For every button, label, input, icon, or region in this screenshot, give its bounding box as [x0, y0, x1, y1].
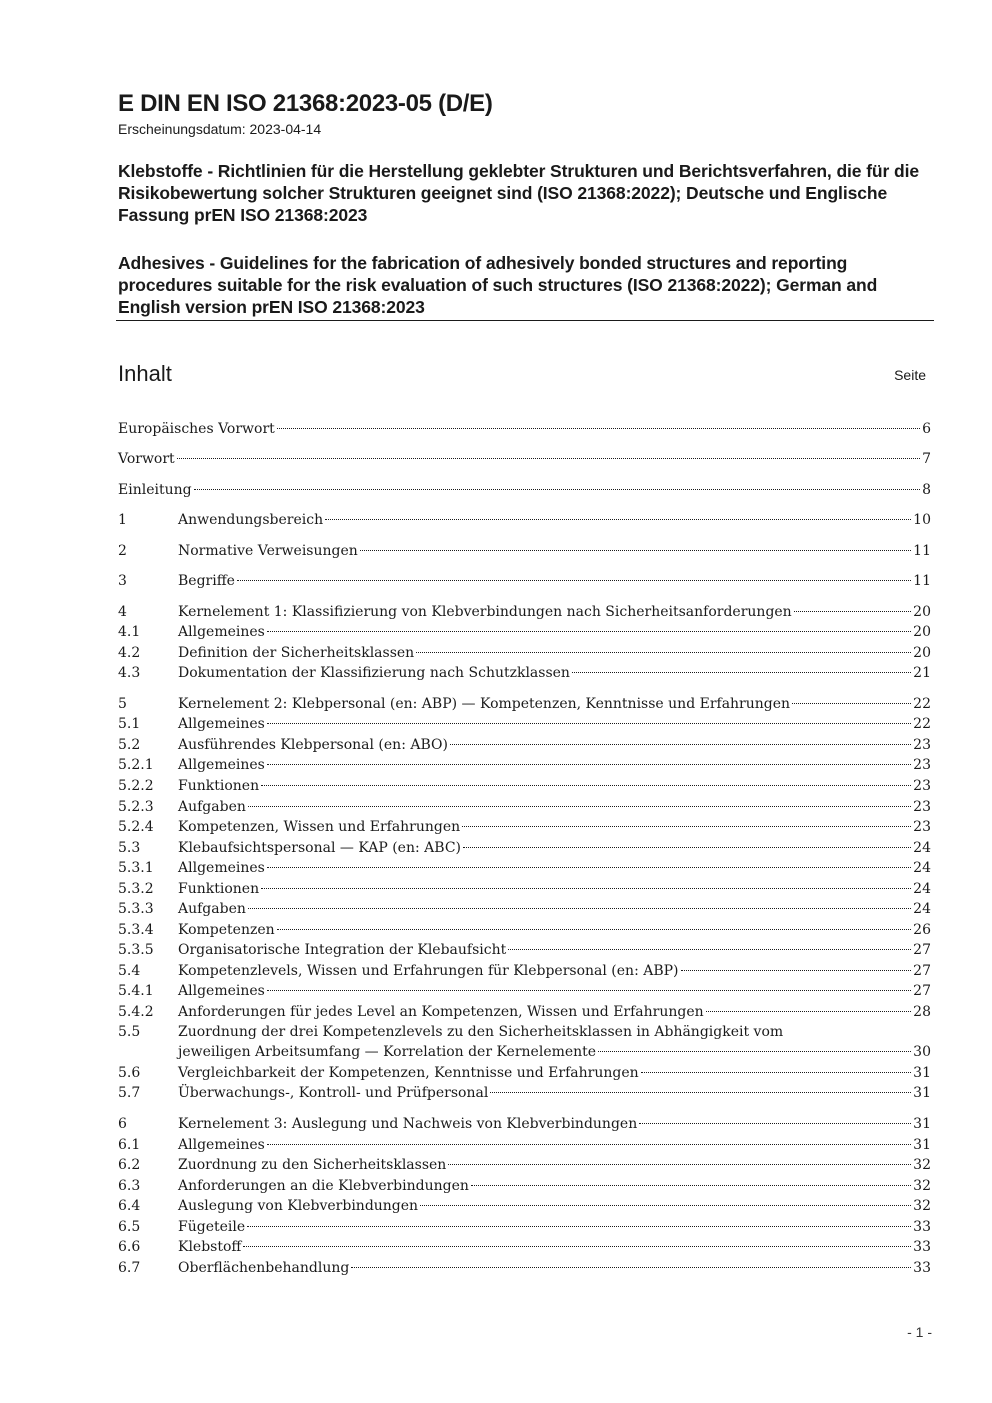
toc-dot-leader	[194, 489, 921, 490]
toc-entry[interactable]	[118, 480, 931, 500]
toc-entry-number: 2	[118, 543, 127, 559]
toc-entry[interactable]	[118, 541, 931, 561]
toc-entry-page: 24	[913, 860, 931, 876]
toc-dot-leader	[639, 1123, 911, 1124]
toc-dot-leader	[420, 1205, 911, 1206]
toc-entry-title: Überwachungs-, Kontroll- und Prüfpersonal	[178, 1085, 489, 1101]
toc-entry[interactable]	[118, 694, 931, 714]
toc-entry-title: Kernelement 3: Auslegung und Nachweis von Klebverbindungen	[178, 1116, 638, 1132]
toc-entry-page: 23	[913, 757, 931, 773]
toc-entry-page: 23	[913, 737, 931, 753]
toc-dot-leader	[267, 764, 911, 765]
toc-entry-page: 20	[913, 624, 931, 640]
toc-entry-page: 24	[913, 901, 931, 917]
toc-entry-number: 5	[118, 696, 127, 712]
toc-entry-title: Allgemeines	[178, 983, 265, 999]
toc-dot-leader	[243, 1246, 911, 1247]
toc-entry-number: 4.3	[118, 665, 141, 681]
toc-entry-number: 5.4.1	[118, 983, 154, 999]
toc-entry[interactable]	[118, 755, 931, 775]
toc-entry[interactable]	[118, 858, 931, 878]
toc-entry-title: Kernelement 2: Klebpersonal (en: ABP) — Kompetenzen, Kenntnisse und Erfahrungen	[178, 696, 791, 712]
toc-entry[interactable]	[118, 817, 931, 837]
toc-dot-leader	[471, 1185, 911, 1186]
toc-entry-number: 5.2.1	[118, 757, 154, 773]
toc-entry-page: 33	[913, 1260, 931, 1276]
toc-entry-title: Einleitung	[118, 482, 192, 498]
toc-entry-page: 32	[913, 1178, 931, 1194]
toc-entry-page: 24	[913, 881, 931, 897]
toc-entry-number: 6.1	[118, 1137, 141, 1153]
toc-entry[interactable]	[118, 663, 931, 683]
toc-entry[interactable]	[118, 1155, 931, 1175]
toc-entry-number: 5.6	[118, 1065, 141, 1081]
toc-entry-number: 6.5	[118, 1219, 141, 1235]
toc-entry-number: 5.1	[118, 716, 141, 732]
toc-entry-title: Aufgaben	[178, 799, 246, 815]
toc-entry-title: Anwendungsbereich	[178, 512, 324, 528]
toc-entry-number: 6.7	[118, 1260, 141, 1276]
toc-entry-title: Anforderungen an die Klebverbindungen	[178, 1178, 469, 1194]
toc-entry[interactable]	[118, 571, 931, 591]
toc-entry-title: Zuordnung zu den Sicherheitsklassen	[178, 1157, 447, 1173]
toc-entry-number: 5.2.4	[118, 819, 154, 835]
toc-entry[interactable]	[118, 1217, 931, 1237]
toc-entry-number: 5.3.3	[118, 901, 154, 917]
toc-entry-page: 31	[913, 1116, 931, 1132]
toc-entry[interactable]	[118, 797, 931, 817]
toc-entry-number: 5.3.4	[118, 922, 154, 938]
toc-entry-number: 5.4.2	[118, 1004, 154, 1020]
toc-entry-title: Vorwort	[118, 451, 175, 467]
toc-dot-leader	[248, 806, 911, 807]
toc-entry-title: Europäisches Vorwort	[118, 421, 275, 437]
toc-dot-leader	[277, 428, 920, 429]
document-id: E DIN EN ISO 21368:2023-05 (D/E)	[118, 90, 493, 117]
toc-entry-title: Aufgaben	[178, 901, 246, 917]
toc-entry-title: Funktionen	[178, 881, 260, 897]
toc-entry[interactable]	[118, 1083, 931, 1103]
toc-dot-leader	[351, 1267, 911, 1268]
toc-entry-page: 26	[913, 922, 931, 938]
toc-entry[interactable]	[118, 1258, 931, 1278]
toc-entry-number: 5.2	[118, 737, 141, 753]
toc-entry-page: 6	[922, 421, 931, 437]
toc-entry-page: 11	[913, 543, 931, 559]
toc-entry-number: 5.3	[118, 840, 141, 856]
toc-dot-leader	[261, 785, 911, 786]
toc-entry-number: 6	[118, 1116, 127, 1132]
toc-entry[interactable]	[118, 643, 931, 663]
toc-entry-page: 31	[913, 1065, 931, 1081]
toc-dot-leader	[641, 1072, 912, 1073]
toc-entry-title: Allgemeines	[178, 716, 265, 732]
toc-entry-number: 4.2	[118, 645, 141, 661]
toc-dot-leader	[261, 888, 911, 889]
toc-entry-title: Definition der Sicherheitsklassen	[178, 645, 415, 661]
toc-entry-title: Funktionen	[178, 778, 260, 794]
toc-entry-title: Fügeteile	[178, 1219, 246, 1235]
publication-date: Erscheinungsdatum: 2023-04-14	[118, 121, 322, 137]
toc-dot-leader	[508, 949, 911, 950]
toc-entry[interactable]	[118, 419, 931, 439]
toc-entry-page: 28	[913, 1004, 931, 1020]
toc-dot-leader	[448, 1164, 911, 1165]
toc-entry-title: Organisatorische Integration der Klebaufsicht	[178, 942, 507, 958]
toc-entry[interactable]	[118, 1022, 931, 1062]
toc-entry[interactable]	[118, 879, 931, 899]
toc-entry-title: Begriffe	[178, 573, 235, 589]
toc-entry-title: Allgemeines	[178, 1137, 265, 1153]
toc-dot-leader	[237, 580, 911, 581]
toc-entry-page: 33	[913, 1239, 931, 1255]
toc-entry-title: Zuordnung der drei Kompetenzlevels zu den Sicherheitsklassen in Abhängigkeit vom	[178, 1024, 784, 1040]
toc-entry[interactable]	[118, 714, 931, 734]
toc-entry-number: 4	[118, 604, 127, 620]
toc-entry[interactable]	[118, 735, 931, 755]
toc-dot-leader	[706, 1011, 912, 1012]
toc-entry-number: 5.4	[118, 963, 141, 979]
toc-entry[interactable]	[118, 510, 931, 530]
toc-entry-title: Oberflächenbehandlung	[178, 1260, 350, 1276]
toc-entry[interactable]	[118, 1002, 931, 1022]
toc-entry-title: Normative Verweisungen	[178, 543, 358, 559]
toc-entry-page: 7	[922, 451, 931, 467]
toc-entry-page: 20	[913, 645, 931, 661]
toc-entry-page: 23	[913, 819, 931, 835]
toc-entry-page: 23	[913, 799, 931, 815]
toc-dot-leader	[416, 652, 911, 653]
toc-dot-leader	[325, 519, 911, 520]
toc-entry-number: 5.5	[118, 1024, 141, 1040]
toc-entry-page: 32	[913, 1157, 931, 1173]
toc-entry-number: 5.2.3	[118, 799, 154, 815]
toc-entry-title: Allgemeines	[178, 624, 265, 640]
toc-entry-page: 23	[913, 778, 931, 794]
toc-dot-leader	[277, 929, 912, 930]
toc-dot-leader	[792, 703, 911, 704]
toc-heading: Inhalt	[118, 361, 172, 386]
toc-entry[interactable]	[118, 899, 931, 919]
toc-dot-leader	[572, 672, 911, 673]
toc-entry-title: Klebstoff	[178, 1239, 242, 1255]
toc-entry-page: 32	[913, 1198, 931, 1214]
toc-dot-leader	[463, 847, 911, 848]
toc-entry[interactable]	[118, 1176, 931, 1196]
toc-entry[interactable]	[118, 622, 931, 642]
toc-entry-number: 5.3.2	[118, 881, 154, 897]
toc-entry-number: 5.3.1	[118, 860, 154, 876]
toc-entry-page: 22	[913, 696, 931, 712]
toc-entry-title: Dokumentation der Klassifizierung nach Schutzklassen	[178, 665, 570, 681]
toc-entry-number: 6.2	[118, 1157, 141, 1173]
toc-dot-leader	[267, 723, 911, 724]
toc-entry-number: 6.6	[118, 1239, 141, 1255]
toc-entry-page: 27	[913, 983, 931, 999]
toc-entry[interactable]	[118, 940, 931, 960]
toc-entry-title: Kompetenzlevels, Wissen und Erfahrungen für Klebpersonal (en: ABP)	[178, 963, 679, 979]
toc-dot-leader	[267, 631, 911, 632]
toc-entry[interactable]	[118, 1196, 931, 1216]
toc-entry-page: 11	[913, 573, 931, 589]
toc-entry-number: 5.7	[118, 1085, 141, 1101]
toc-entry-title: Allgemeines	[178, 860, 265, 876]
toc-entry-title: Klebaufsichtspersonal — KAP (en: ABC)	[178, 840, 461, 856]
toc-entry-number: 4.1	[118, 624, 141, 640]
toc-dot-leader	[462, 826, 911, 827]
toc-entry-page: 21	[913, 665, 931, 681]
toc-entry-title: Vergleichbarkeit der Kompetenzen, Kenntnisse und Erfahrungen	[178, 1065, 639, 1081]
toc-entry[interactable]	[118, 838, 931, 858]
toc-entry-page: 31	[913, 1137, 931, 1153]
toc-entry-number: 5.3.5	[118, 942, 154, 958]
toc-entry-title: Kernelement 1: Klassifizierung von Klebverbindungen nach Sicherheitsanforderungen	[178, 604, 792, 620]
toc-dot-leader	[794, 611, 911, 612]
toc-entry[interactable]	[118, 602, 931, 622]
toc-dot-leader	[681, 970, 912, 971]
toc-entry-page: 24	[913, 840, 931, 856]
toc-dot-leader	[360, 550, 911, 551]
toc-entry-page: 8	[922, 482, 931, 498]
toc-entry-number: 3	[118, 573, 127, 589]
toc-entry[interactable]	[118, 449, 931, 469]
toc-dot-leader	[177, 458, 920, 459]
toc-entry-number: 6.4	[118, 1198, 141, 1214]
toc-entry-page: 31	[913, 1085, 931, 1101]
toc-dot-leader	[267, 990, 911, 991]
toc-page-column-label: Seite	[894, 367, 926, 383]
page-number: - 1 -	[907, 1324, 932, 1340]
toc-dot-leader	[247, 1226, 911, 1227]
toc-dot-leader	[450, 744, 911, 745]
toc-entry[interactable]	[118, 981, 931, 1001]
toc-entry-title: Allgemeines	[178, 757, 265, 773]
toc-entry[interactable]	[118, 1237, 931, 1257]
toc-entry-number: 1	[118, 512, 127, 528]
toc-entry[interactable]	[118, 776, 931, 796]
title-english: Adhesives - Guidelines for the fabrication of adhesively bonded structures and reporting procedures suitable for the risk evaluation of such structures (ISO 21368:2022); German and English version prEN ISO 21368:2023	[118, 253, 878, 317]
toc-entry[interactable]	[118, 1114, 931, 1134]
toc-entry-title: Auslegung von Klebverbindungen	[178, 1198, 419, 1214]
toc-entry-page: 27	[913, 942, 931, 958]
toc-entry[interactable]	[118, 1135, 931, 1155]
toc-entry[interactable]	[118, 961, 931, 981]
toc-entry-number: 5.2.2	[118, 778, 154, 794]
toc-entry-page: 22	[913, 716, 931, 732]
toc-entry-page: 30	[913, 1044, 931, 1060]
toc-dot-leader	[248, 908, 911, 909]
toc-dot-leader	[267, 1144, 911, 1145]
toc-entry-number: 6.3	[118, 1178, 141, 1194]
toc-entry-page: 10	[913, 512, 931, 528]
toc-entry[interactable]	[118, 920, 931, 940]
toc-dot-leader	[490, 1092, 911, 1093]
toc-entry-title: jeweiligen Arbeitsumfang — Korrelation der Kernelemente	[178, 1044, 597, 1060]
title-german: Klebstoffe - Richtlinien für die Herstellung geklebter Strukturen und Berichtsverfahren, die für die Risikobewertung solcher Strukturen geeignet sind (ISO 21368:2022); Deutsche und Englische Fassung prEN ISO 21368:2023	[118, 161, 919, 225]
toc-entry-page: 20	[913, 604, 931, 620]
toc-dot-leader	[267, 867, 911, 868]
toc-entry-title: Anforderungen für jedes Level an Kompetenzen, Wissen und Erfahrungen	[178, 1004, 704, 1020]
toc-entry-title: Ausführendes Klebpersonal (en: ABO)	[178, 737, 448, 753]
toc-entry-title: Kompetenzen	[178, 922, 275, 938]
toc-dot-leader	[598, 1051, 911, 1052]
toc-entry-page: 27	[913, 963, 931, 979]
toc-entry-page: 33	[913, 1219, 931, 1235]
toc-entry-title: Kompetenzen, Wissen und Erfahrungen	[178, 819, 461, 835]
toc-entry[interactable]	[118, 1063, 931, 1083]
